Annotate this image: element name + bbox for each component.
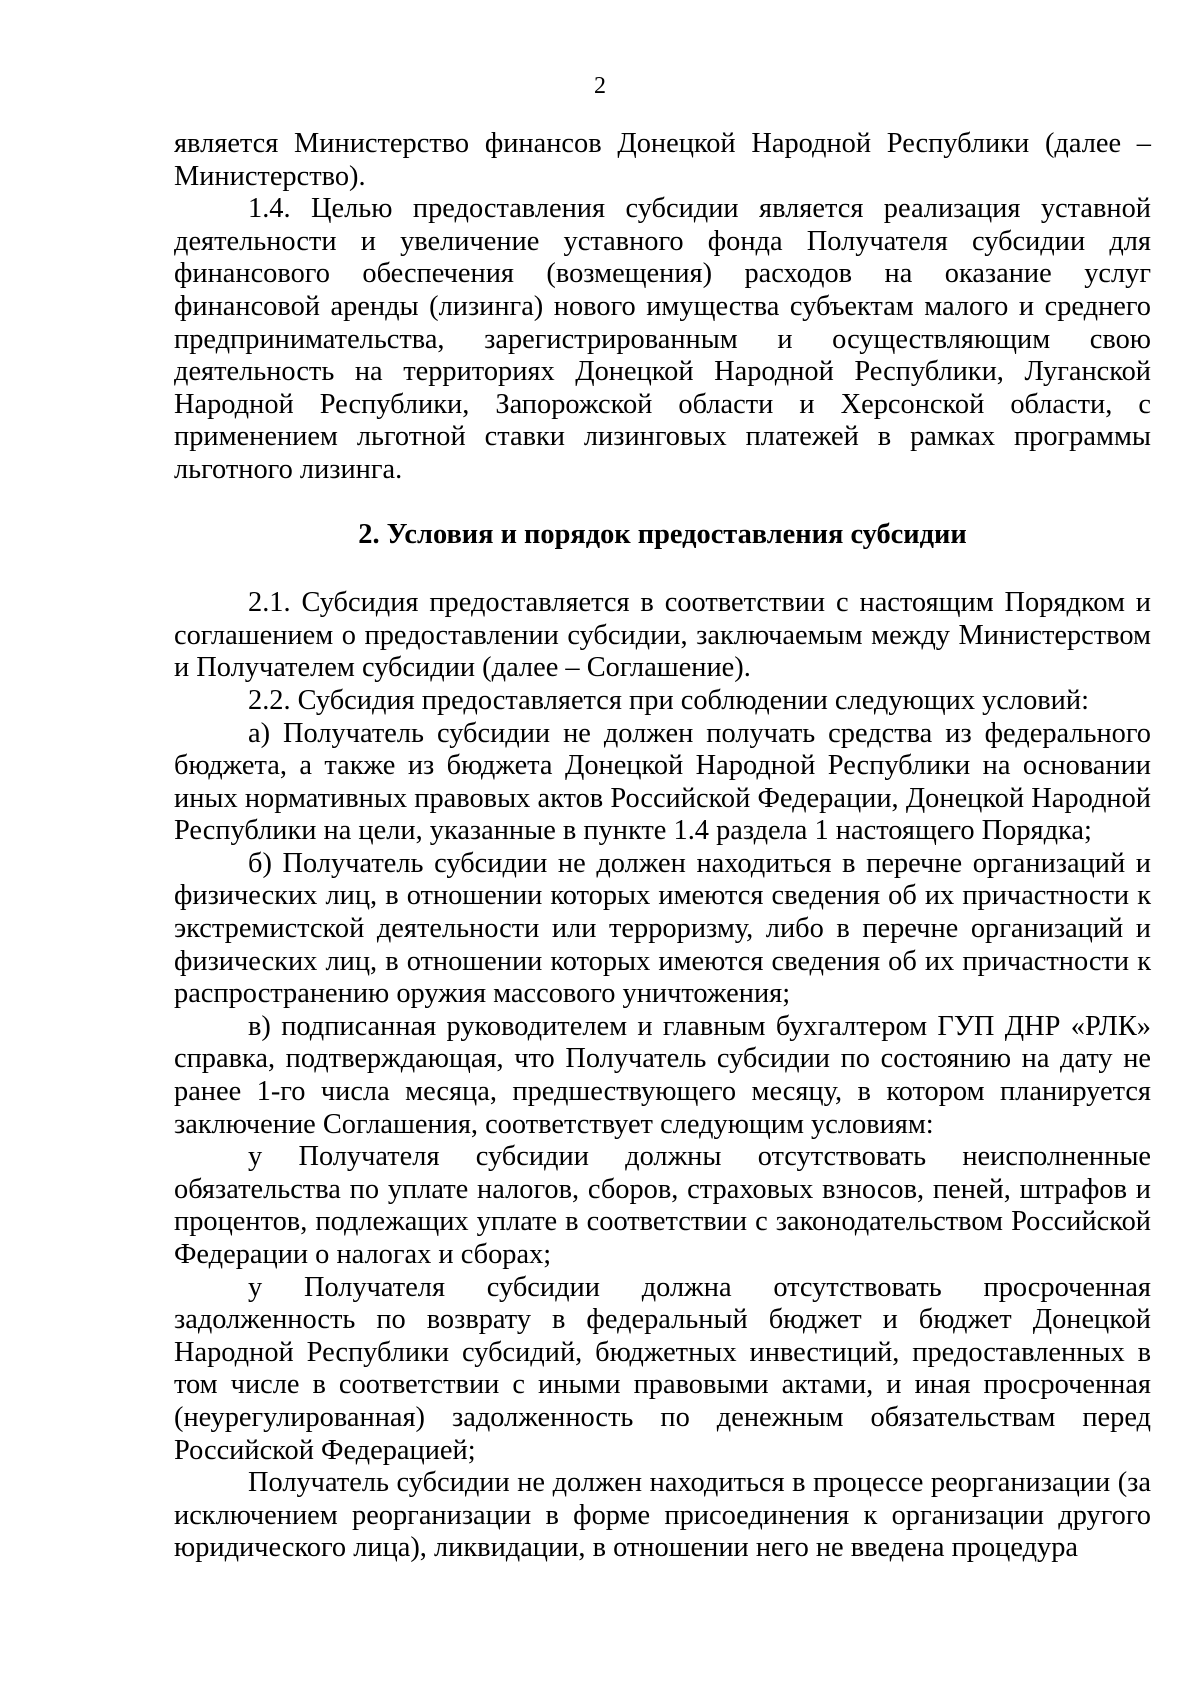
paragraph-condition-a: а) Получатель субсидии не должен получать средства из федерального бюджета, а также из бюджета Донецкой Народной Республики на основании иных нормативных правовых актов Российской Федерации, Донецкой Народной Республики на цели, указанные в пункте 1.4 раздела 1 настоящего Порядка; <box>174 717 1151 847</box>
paragraph-no-overdue-debts: у Получателя субсидии должна отсутствовать просроченная задолженность по возврату в федеральный бюджет и бюджет Донецкой Народной Республики субсидий, бюджетных инвестиций, предоставленных в том числе в соответствии с иными правовыми актами, и иная просроченная (неурегулированная) задолженность по денежным обязательствам перед Российской Федерацией; <box>174 1271 1151 1466</box>
paragraph-ministry-definition: является Министерство финансов Донецкой Народной Республики (далее – Министерство). <box>174 128 1151 192</box>
paragraph-no-tax-debts: у Получателя субсидии должны отсутствовать неисполненные обязательства по уплате налогов, сборов, страховых взносов, пеней, штрафов и процентов, подлежащих уплате в соответствии с законодательством Российской Федерации о налогах и сборах; <box>174 1141 1151 1270</box>
page-number: 2 <box>594 73 606 99</box>
paragraph-condition-v: в) подписанная руководителем и главным бухгалтером ГУП ДНР «РЛК» справка, подтверждающая, что Получатель субсидии по состоянию на дату не ранее 1-го числа месяца, предшествующего месяцу, в котором планируется заключение Соглашения, соответствует следующим условиям: <box>174 1010 1151 1140</box>
paragraph-2-1: 2.1. Субсидия предоставляется в соответствии с настоящим Порядком и соглашением о предоставлении субсидии, заключаемым между Министерством и Получателем субсидии (далее – Соглашение). <box>174 587 1151 684</box>
paragraph-1-4-purpose: 1.4. Целью предоставления субсидии является реализация уставной деятельности и увеличение уставного фонда Получателя субсидии для финансового обеспечения (возмещения) расходов на оказание услуг финансовой аренды (лизинга) нового имущества субъектам малого и среднего предпринимательства, зарегистрированным и осуществляющим свою деятельность на территориях Донецкой Народной Республики, Луганской Народной Республики, Запорожской области и Херсонской области, с применением льготной ставки лизинговых платежей в рамках программы льготного лизинга. <box>174 193 1151 485</box>
document-body <box>174 128 1151 1565</box>
paragraph-2-2: 2.2. Субсидия предоставляется при соблюдении следующих условий: <box>248 684 1089 716</box>
section-heading: 2. Условия и порядок предоставления субсидии <box>358 518 967 550</box>
paragraph-condition-b: б) Получатель субсидии не должен находиться в перечне организаций и физических лиц, в отношении которых имеются сведения об их причастности к экстремистской деятельности или терроризму, либо в перечне организаций и физических лиц, в отношении которых имеются сведения об их причастности к распространению оружия массового уничтожения; <box>174 847 1151 1010</box>
paragraph-no-reorganization: Получатель субсидии не должен находиться в процессе реорганизации (за исключением реорганизации в форме присоединения к организации другого юридического лица), ликвидации, в отношении него не введена процедура <box>174 1467 1151 1564</box>
